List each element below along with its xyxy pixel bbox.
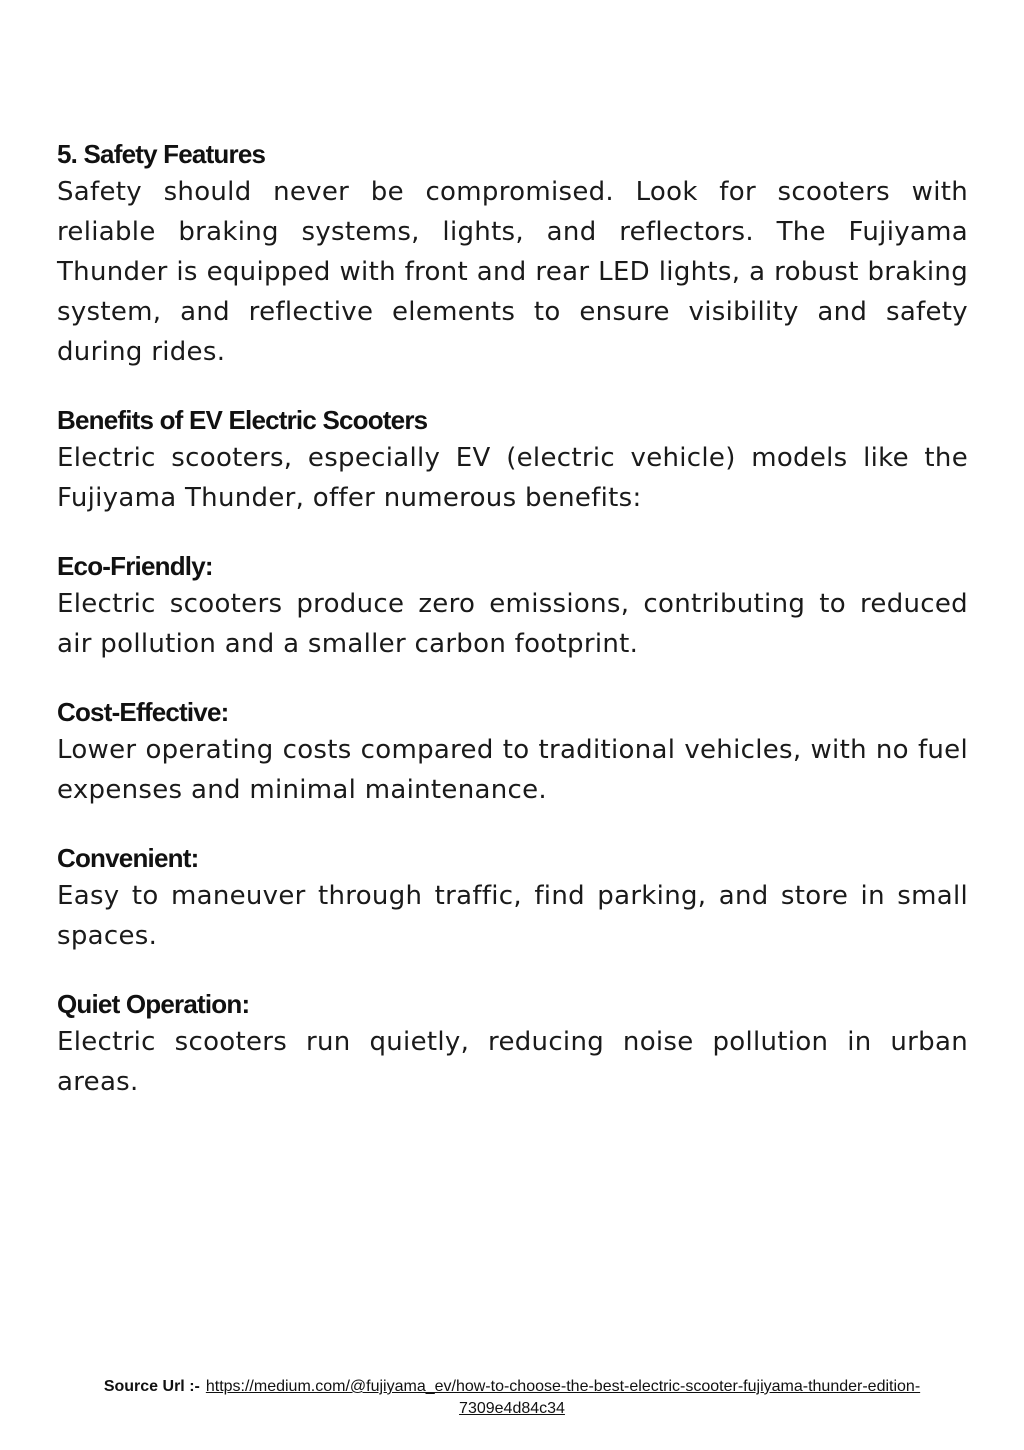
section-heading: Cost-Effective: [57,697,229,727]
source-label: Source Url :- [103,1378,200,1395]
section-paragraph: Safety should never be compromised. Look for scooters with reliable braking systems, lights, and reflectors. The Fujiyama Thunder is equipped with front and rear LED lights, a robust braking system, and reflective elements to ensure visibility and safety during rides. [57,177,968,367]
section-paragraph: Easy to maneuver through traffic, find parking, and store in small spaces. [57,881,968,951]
section-heading: Convenient: [57,843,199,873]
section-convenient [57,840,968,956]
section-benefits [57,402,968,518]
document-body [57,136,968,1132]
section-paragraph: Electric scooters run quietly, reducing noise pollution in urban areas. [57,1027,968,1097]
section-paragraph: Lower operating costs compared to traditional vehicles, with no fuel expenses and minimal maintenance. [57,735,968,805]
section-heading: 5. Safety Features [57,139,266,169]
section-heading: Quiet Operation: [57,989,250,1019]
section-safety-features [57,136,968,372]
source-footer [60,1376,964,1420]
section-eco-friendly [57,548,968,664]
section-paragraph: Electric scooters, especially EV (electric vehicle) models like the Fujiyama Thunder, offer numerous benefits: [57,443,968,513]
section-quiet-operation [57,986,968,1102]
section-heading: Eco-Friendly: [57,551,213,581]
source-link[interactable]: https://medium.com/@fujiyama_ev/how-to-choose-the-best-electric-scooter-fujiyama-thunder-edition-7309e4d84c34 [205,1378,921,1417]
section-cost-effective [57,694,968,810]
section-heading: Benefits of EV Electric Scooters [57,405,428,435]
section-paragraph: Electric scooters produce zero emissions, contributing to reduced air pollution and a smaller carbon footprint. [57,589,968,659]
